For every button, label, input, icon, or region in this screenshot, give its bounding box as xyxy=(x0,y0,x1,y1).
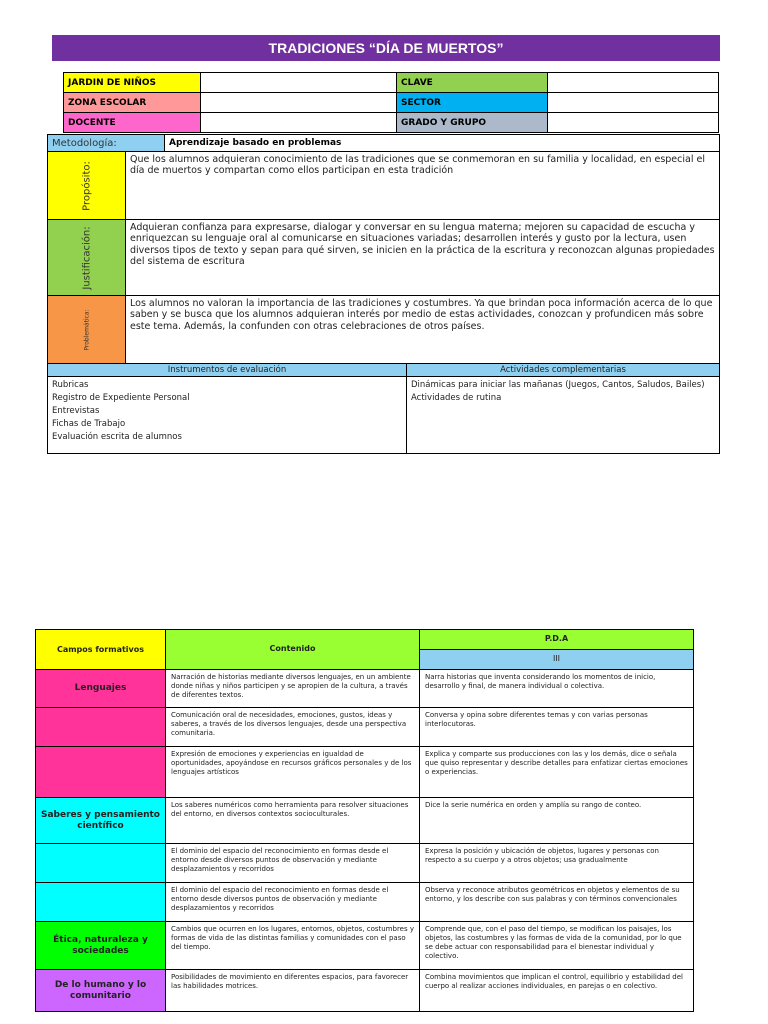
campo-cell xyxy=(36,747,166,798)
contenido-cell: Narración de historias mediante diversos lenguajes, en un ambiente donde niñas y niños participen y se apropien de la cultura, a través de diferentes textos. xyxy=(166,670,420,708)
campo-cell: Saberes y pensamiento científico xyxy=(36,798,166,844)
justificacion-text: Adquieran confianza para expresarse, dialogar y conversar en su lengua materna; mejoren su capacidad de escucha y enriquezcan su lenguaje oral al comunicarse en situaciones variadas; desarrollen interés y gusto por la lectura, usen diversos tipos de texto y sepan para qué sirven, se inicien en la práctica de la escritura y reconozcan algunas propiedades del sistema de escritura xyxy=(126,220,720,296)
document-title: TRADICIONES “DÍA DE MUERTOS” xyxy=(52,35,720,61)
pda-cell: Conversa y opina sobre diferentes temas y con varias personas interlocutoras. xyxy=(420,708,694,747)
clave-label: CLAVE xyxy=(397,73,548,93)
justificacion-label: Justificación: xyxy=(81,225,92,290)
header-grado: III xyxy=(420,650,694,670)
proposito-label: Propósito: xyxy=(81,160,92,211)
contenido-cell: Cambios que ocurren en los lugares, entornos, objetos, costumbres y formas de vida de las distintas familias y comunidades con el paso del tiempo. xyxy=(166,922,420,970)
sector-label: SECTOR xyxy=(397,93,548,113)
pda-cell: Combina movimientos que implican el control, equilibrio y estabilidad del cuerpo al realizar acciones individuales, en parejas o en colectivo. xyxy=(420,970,694,1012)
metodologia-label: Metodología: xyxy=(48,135,165,152)
problematica-text: Los alumnos no valoran la importancia de las tradiciones y costumbres. Ya que brindan poca información acerca de lo que saben y se busca que los alumnos adquieran interés por medio de estas actividades, conozcan y profundicen más sobre este tema. Además, la confunden con otras celebraciones de otros países. xyxy=(126,296,720,364)
campo-cell: Ética, naturaleza y sociedades xyxy=(36,922,166,970)
pda-cell: Dice la serie numérica en orden y amplía su rango de conteo. xyxy=(420,798,694,844)
evaluacion-list xyxy=(48,377,407,454)
list-item: Entrevistas xyxy=(52,406,100,416)
header-contenido: Contenido xyxy=(166,630,420,670)
pda-cell: Narra historias que inventa considerando los momentos de inicio, desarrollo y final, de manera individual o colectiva. xyxy=(420,670,694,708)
contenido-cell: El dominio del espacio del reconocimiento en formas desde el entorno desde diversos puntos de observación y mediante desplazamientos y recorridos xyxy=(166,844,420,883)
campo-cell: De lo humano y lo comunitario xyxy=(36,970,166,1012)
actividades-header: Actividades complementarias xyxy=(407,364,720,377)
contenido-cell: Posibilidades de movimiento en diferentes espacios, para favorecer las habilidades motrices. xyxy=(166,970,420,1012)
justificacion-label-cell xyxy=(48,220,126,296)
problematica-label: Problemática: xyxy=(83,308,90,351)
campos-formativos-table xyxy=(35,629,694,1012)
proposito-label-cell xyxy=(48,152,126,220)
list-item: Dinámicas para iniciar las mañanas (Juegos, Cantos, Saludos, Bailes) xyxy=(411,380,705,390)
pda-cell: Expresa la posición y ubicación de objetos, lugares y personas con respecto a su cuerpo y a otros objetos; usa gradualmente xyxy=(420,844,694,883)
header-pda: P.D.A xyxy=(420,630,694,650)
list-item: Fichas de Trabajo xyxy=(52,419,126,429)
clave-value[interactable] xyxy=(548,73,719,93)
jardin-label: JARDIN DE NIÑOS xyxy=(64,73,201,93)
list-item: Registro de Expediente Personal xyxy=(52,393,190,403)
docente-value[interactable] xyxy=(201,113,397,133)
zona-label: ZONA ESCOLAR xyxy=(64,93,201,113)
content-sections xyxy=(47,151,720,364)
problematica-label-cell xyxy=(48,296,126,364)
proposito-text: Que los alumnos adquieran conocimiento de las tradiciones que se conmemoran en su familia y localidad, en especial el día de muertos y compartan como ellos participan en esta tradición xyxy=(126,152,720,220)
grado-value[interactable] xyxy=(548,113,719,133)
header-campos: Campos formativos xyxy=(36,630,166,670)
evaluacion-header: Instrumentos de evaluación xyxy=(48,364,407,377)
pda-cell: Observa y reconoce atributos geométricos en objetos y elementos de su entorno, y los describe con sus palabras y con términos convencionales xyxy=(420,883,694,922)
campo-cell xyxy=(36,883,166,922)
campo-cell: Lenguajes xyxy=(36,670,166,708)
list-item: Rubricas xyxy=(52,380,89,390)
contenido-cell: El dominio del espacio del reconocimiento en formas desde el entorno desde diversos puntos de observación y mediante desplazamientos y recorridos xyxy=(166,883,420,922)
evaluation-table xyxy=(47,363,720,454)
grado-label: GRADO Y GRUPO xyxy=(397,113,548,133)
zona-value[interactable] xyxy=(201,93,397,113)
campo-cell xyxy=(36,708,166,747)
sector-value[interactable] xyxy=(548,93,719,113)
contenido-cell: Los saberes numéricos como herramienta para resolver situaciones del entorno, en diversos contextos socioculturales. xyxy=(166,798,420,844)
pda-cell: Comprende que, con el paso del tiempo, se modifican los paisajes, los objetos, las costumbres y las formas de vida de la comunidad, por lo que se debe actuar con responsabilidad para el bienestar individual y colectivo. xyxy=(420,922,694,970)
header-grid xyxy=(63,72,719,133)
list-item: Evaluación escrita de alumnos xyxy=(52,432,182,442)
jardin-value[interactable] xyxy=(201,73,397,93)
actividades-list xyxy=(407,377,720,454)
docente-label: DOCENTE xyxy=(64,113,201,133)
campo-cell xyxy=(36,844,166,883)
list-item: Actividades de rutina xyxy=(411,393,502,403)
sections-table xyxy=(47,134,720,152)
contenido-cell: Comunicación oral de necesidades, emociones, gustos, ideas y saberes, a través de los diversos lenguajes, desde una perspectiva comunitaria. xyxy=(166,708,420,747)
contenido-cell: Expresión de emociones y experiencias en igualdad de oportunidades, apoyándose en recursos gráficos personales y de los lenguajes artísticos xyxy=(166,747,420,798)
metodologia-value: Aprendizaje basado en problemas xyxy=(165,135,720,152)
pda-cell: Explica y comparte sus producciones con las y los demás, dice o señala que quiso representar y describe detalles para enfatizar ciertas emociones o experiencias. xyxy=(420,747,694,798)
